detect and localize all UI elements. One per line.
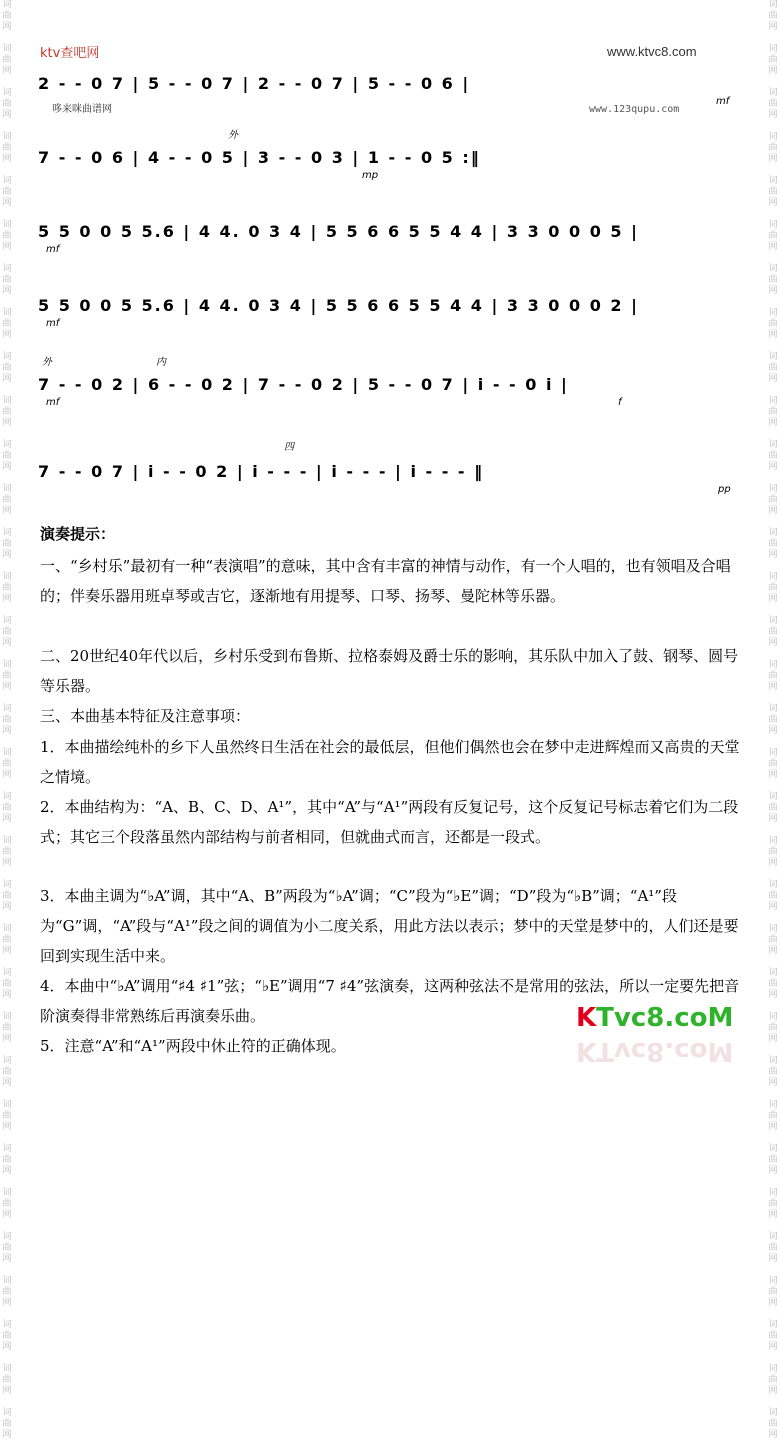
- logo-k: K: [576, 1003, 597, 1033]
- score-notes: 7 - - 0 6 | 4 - - 0 5 | 3 - - 0 3 | 1 - - 0 5 :‖: [38, 148, 481, 167]
- paragraph-2: 二、20世纪40年代以后，乡村乐受到布鲁斯、拉格泰姆及爵士乐的影响，其乐队中加入了鼓、钢琴、圆号等乐器。: [40, 647, 739, 695]
- score-notes: 7 - - 0 2 | 6 - - 0 2 | 7 - - 0 2 | 5 - - 0 7 | i - - 0 i |: [38, 375, 569, 394]
- score-row: [38, 357, 748, 409]
- ktvc8-logo-reflection: KTvc8.coM: [576, 1036, 734, 1066]
- score-notes: 5 5 0 0 5 5.6 | 4 4. 0 3 4 | 5 5 6 6 5 5 4 4 | 3 3 0 0 0 5 |: [38, 222, 639, 241]
- performance-notes-heading: 演奏提示：: [40, 525, 116, 543]
- dynamic-mark: mf: [46, 244, 60, 255]
- score-row: [38, 64, 748, 108]
- paragraph-7: 4．本曲中“♭A”调用“♯4 ♯1”弦；“♭E”调用“7 ♯4”弦演奏，这两种弦法不是常用的弦法，所以一定要先把音阶演奏得非常熟练后再演奏乐曲。: [40, 977, 740, 1025]
- score-row: [38, 442, 748, 496]
- dynamic-mark: pp: [718, 484, 731, 495]
- paragraph-3: 三、本曲基本特征及注意事项：: [40, 707, 251, 725]
- dynamic-mark: f: [618, 397, 622, 408]
- side-watermark-left: 词 曲 网 词 曲 网 词 曲 网 词 曲 网 词 曲 网 词 曲 网 词 曲 网 词 曲 网 词 曲 网 词 曲 网 词 曲 网 词 曲 网 词 曲 网 词 曲 网 词 曲 网 词 曲 网 词 曲 网 词 曲 网 词 曲 网 词 曲 网 词 曲 网 词 曲 网 词 曲 网 词 曲 网 词 曲 网 词 曲 网 词 曲 网 词 曲 网 词 曲 网 词 曲 网 词 曲 网 词 曲 网 词 曲 网: [2, 0, 12, 1440]
- ktvc8-logo[interactable]: [576, 1003, 733, 1033]
- dynamic-mark: mp: [362, 170, 379, 181]
- dynamic-mark: 外: [42, 357, 52, 368]
- watermark-mid: www.123qupu.com: [589, 104, 680, 115]
- logo-rest: Tvc8.coM: [596, 1003, 734, 1033]
- paragraph-8: 5．注意“A”和“A¹”两段中休止符的正确体现。: [40, 1037, 346, 1055]
- score-notes: 2 - - 0 7 | 5 - - 0 7 | 2 - - 0 7 | 5 - - 0 6 |: [38, 74, 471, 93]
- dynamic-mark: 内: [156, 357, 166, 368]
- score-row: [38, 130, 748, 182]
- side-watermark-right: 词 曲 网 词 曲 网 词 曲 网 词 曲 网 词 曲 网 词 曲 网 词 曲 网 词 曲 网 词 曲 网 词 曲 网 词 曲 网 词 曲 网 词 曲 网 词 曲 网 词 曲 网 词 曲 网 词 曲 网 词 曲 网 词 曲 网 词 曲 网 词 曲 网 词 曲 网 词 曲 网 词 曲 网 词 曲 网 词 曲 网 词 曲 网 词 曲 网 词 曲 网 词 曲 网 词 曲 网 词 曲 网 词 曲 网: [768, 0, 778, 1440]
- paragraph-5: 2．本曲结构为：“A、B、C、D、A¹”，其中“A”与“A¹”两段有反复记号，这个反复记号标志着它们为二段式；其它三个段落虽然内部结构与前者相同，但就曲式而言，还都是一段式。: [40, 798, 739, 846]
- paragraph-4: 1．本曲描绘纯朴的乡下人虽然终日生活在社会的最低层，但他们偶然也会在梦中走进辉煌而又高贵的天堂之情境。: [40, 738, 740, 786]
- dynamic-mark: mf: [46, 318, 60, 329]
- dynamic-mark: mf: [716, 96, 730, 107]
- score-notes: 5 5 0 0 5 5.6 | 4 4. 0 3 4 | 5 5 6 6 5 5 4 4 | 3 3 0 0 0 2 |: [38, 296, 639, 315]
- dynamic-mark: 四: [284, 442, 294, 453]
- watermark-subtitle: 哆来咪曲谱网: [52, 104, 112, 115]
- dynamic-mark: mf: [46, 397, 60, 408]
- paragraph-1: 一、“乡村乐”最初有一种“表演唱”的意味，其中含有丰富的神情与动作，有一个人唱的，也有领唱及合唱的；伴奏乐器用班卓琴或吉它，逐渐地有用提琴、口琴、扬琴、曼陀林等乐器。: [40, 557, 731, 605]
- dynamic-mark: 外: [228, 130, 238, 141]
- score-row: [38, 286, 748, 330]
- watermark-top-left[interactable]: ktv查吧网: [40, 46, 100, 61]
- score-notes: 7 - - 0 7 | i - - 0 2 | i - - - | i - - - | i - - - ‖: [38, 462, 485, 481]
- score-row: [38, 212, 748, 256]
- paragraph-6: 3．本曲主调为“♭A”调，其中“A、B”两段为“♭A”调；“C”段为“♭E”调；“D”段为“♭B”调；“A¹”段为“G”调，“A”段与“A¹”段之间的调值为小二度关系，用此方法以表示；梦中的天堂是梦中的，人们还是要回到实现生活中来。: [40, 887, 739, 965]
- watermark-top-right[interactable]: www.ktvc8.com: [607, 44, 697, 59]
